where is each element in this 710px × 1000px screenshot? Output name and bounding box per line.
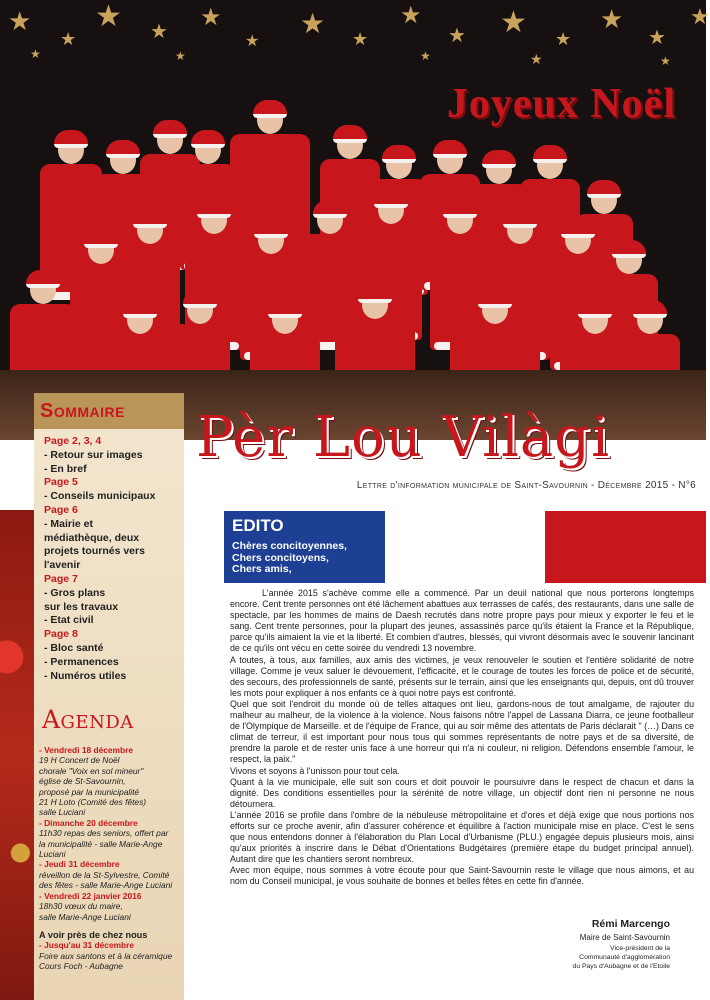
article-paragraph: A toutes, à tous, aux familles, aux amis des victimes, je veux renouveler le soutien et l'entière solidarité de notre village. Comme je veux saluer le dévouement, l'efficacité, et le courage de toutes les forces de police et de sécurité, des secours, des professionnels de santé, présents sur le terrain, ainsi que les enseignants qui, depuis, ont dû trouver les mots pour expliquer à nos enfants ce à quoi notre pays est confronté. <box>230 654 694 698</box>
star-icon: ★ <box>500 6 527 39</box>
star-icon: ★ <box>600 4 624 34</box>
sidebar <box>34 393 184 1000</box>
article-paragraph: L'année 2015 s'achève comme elle a commencé. Par un deuil national que nous porterons longtemps encore. Cent trente personnes ont été lâchement abattues aux terrasses de cafés, des restaurants, dans une salle de spectacle, par les hommes de mains de Daesh recrutés dans notre propre pays pour mieux y exporter le feu et le sang. Cent trente personnes, pour la plupart des jeunes, assassinés parce qu'ils étaient la France et la République, parce qu'ils aimaient la vie et la liberté. Et combien d'autres, blessés, qui vivront désormais avec le souvenir lancinant de ce qu'ils ont vécu en cette soirée du vendredi 13 novembre. <box>230 588 694 654</box>
cover-photo <box>0 0 710 440</box>
agenda-date: - Dimanche 20 décembre <box>39 817 138 828</box>
toc-item: - Numéros utiles <box>44 669 127 682</box>
masthead-tagline: Lettre d'information municipale de Saint-Savournin - Décembre 2015 - N°6 <box>356 480 696 491</box>
toc-page: Page 6 <box>44 503 78 516</box>
agenda-date: - Vendredi 22 janvier 2016 <box>39 890 142 901</box>
agenda-line: réveillon de la St-Sylvestre, Comité <box>39 869 170 880</box>
star-icon: ★ <box>555 29 572 49</box>
edito-article <box>230 588 694 888</box>
star-icon: ★ <box>420 49 431 63</box>
agenda-line: proposé par la municipalité <box>39 786 140 797</box>
toc-item: - Retour sur images <box>44 448 143 461</box>
signature-role: Maire de Saint-Savournin <box>579 933 670 942</box>
toc-page: Page 5 <box>44 476 78 489</box>
toc-item: - Mairie et <box>44 517 94 530</box>
agenda-line: des fêtes - salle Marie-Ange Luciani <box>39 880 173 891</box>
star-icon: ★ <box>150 21 168 43</box>
signature-vice-line: Communauté d'agglomération <box>579 954 670 961</box>
agenda-line: 21 H Loto (Comité des fêtes) <box>39 797 147 808</box>
star-icon: ★ <box>95 0 122 33</box>
toc-item: sur les travaux <box>44 600 119 613</box>
agenda-line: Cours Foch - Aubagne <box>39 961 123 972</box>
agenda-line: 18h30 vœux du maire, <box>39 901 123 912</box>
toc-item: - Conseils municipaux <box>44 490 156 503</box>
toc-page: Page 2, 3, 4 <box>44 435 102 447</box>
star-icon: ★ <box>400 2 422 29</box>
ornament-decoration <box>0 510 34 1000</box>
toc-item: - En bref <box>44 462 87 475</box>
star-icon: ★ <box>530 51 543 67</box>
article-paragraph: Quel que soit l'endroit du monde où de telles attaques ont lieu, gardons-nous de tout amalgame, de rajouter du malheur au malheur, de la violence à la violence. Nous faisons nôtre l'appel de Lassana Diarra, ce jeune footballeur de l'Olympique de Marseille. et de l'équipe de France, qui au soir même des attentats de Paris déclarait " (…) Dans ce climat de terreur, il est important pour nous tous qui sommes représentants de notre pays et de sa diversité, de prendre la parole et de rester unis face à une horreur qui n'a ni couleur, ni religion. Défendons ensemble l'amour, le respect, la paix." <box>230 698 694 765</box>
star-icon: ★ <box>300 8 326 39</box>
toc-page: Page 8 <box>44 628 78 641</box>
table-of-contents <box>44 435 184 683</box>
toc-item: - Bloc santé <box>44 641 104 654</box>
star-icon: ★ <box>30 47 41 61</box>
agenda-line: Foire aux santons et à la céramique <box>39 950 173 961</box>
agenda-date: - Vendredi 18 décembre <box>39 745 134 755</box>
star-icon: ★ <box>648 27 666 49</box>
agenda-list <box>39 745 182 972</box>
toc-item: projets tournés vers <box>44 545 145 558</box>
salutation-line: Chères concitoyennes, <box>232 540 347 552</box>
toc-item: - Permanences <box>44 655 119 668</box>
agenda-line: salle Luciani <box>39 807 86 818</box>
article-paragraph: Avec mon équipe, nous sommes à votre écoute pour que Saint-Savournin reste le village que nous aimons, et au nom du Conseil municipal, je vous souhaite de bonnes et belles fêtes en cette fin d'année. <box>230 865 694 887</box>
toc-item: l'avenir <box>44 559 81 572</box>
greeting-title: Joyeux Noël <box>446 81 676 127</box>
edito-salutations <box>232 541 347 576</box>
star-icon: ★ <box>8 6 32 36</box>
star-icon: ★ <box>200 4 222 31</box>
star-icon: ★ <box>352 29 369 49</box>
article-paragraph: Vivons et soyons à l'unisson pour tout cela. <box>230 765 400 776</box>
sommaire-title: Sommaire <box>34 393 184 429</box>
signature-name: Rémi Marcengo <box>591 918 670 930</box>
signature-vice-line: Vice-président de la <box>610 945 670 952</box>
agenda-line: 19 H Concert de Noël <box>39 755 120 766</box>
agenda-nearby-heading: A voir près de chez nous <box>39 929 148 940</box>
agenda-line: chorale "Voix en sol mineur" <box>39 765 144 776</box>
star-icon: ★ <box>60 29 77 49</box>
edito-title: EDITO <box>232 516 284 535</box>
toc-item: médiathèque, deux <box>44 531 140 544</box>
salutation-line: Chers concitoyens, <box>232 551 329 564</box>
agenda-line: la municipalité - salle Marie-Ange <box>39 838 163 849</box>
article-paragraph: Quant à la vie municipale, elle suit son cours et doit pouvoir le poursuivre dans le respect de chacun et dans la dignité. Des conditions essentielles pour la sérénité de notre village, un objectif dont rien ni personne ne nous détournera. <box>230 776 694 809</box>
article-paragraph: L'année 2016 se profile dans l'ombre de la nébuleuse métropolitaine et d'ores et déjà exige que nous portions nos efforts sur ce proche avenir, afin d'assurer cohérence et équilibre à l'action municipale mise en place. C'est le sens que nous entendons donner à l'élaboration du Plan Local d'Urbanisme (PLU.) engagée depuis plusieurs mois, ainsi qu'aux priorités à inscrire dans le Débat d'Orientations Budgétaires (première étape du budget principal annuel). Autant dire que les chantiers seront nombreux. <box>230 809 694 865</box>
star-icon: ★ <box>448 25 466 47</box>
agenda-title: Agenda <box>42 705 134 734</box>
agenda-line: église de St-Savournin, <box>39 776 126 787</box>
salutation-line: Chers amis, <box>232 563 292 575</box>
agenda-line: Luciani <box>39 849 66 860</box>
signature-vice <box>573 944 670 971</box>
agenda-line: 11h30 repas des seniors, offert par <box>39 828 169 839</box>
masthead-title: Pèr Lou Vilàgi <box>196 405 611 470</box>
signature-vice-line: du Pays d'Aubagne et de l'Etoile <box>572 963 670 970</box>
signature-block <box>573 918 670 971</box>
star-icon: ★ <box>175 49 186 63</box>
agenda-date: - Jeudi 31 décembre <box>39 859 120 870</box>
toc-page: Page 7 <box>44 572 78 585</box>
star-icon: ★ <box>245 33 260 50</box>
star-icon: ★ <box>690 4 710 29</box>
agenda-line: salle Marie-Ange Luciani <box>39 911 131 922</box>
toc-item: - Gros plans <box>44 586 106 599</box>
agenda-date: - Jusqu'au 31 décembre <box>39 940 135 951</box>
star-icon: ★ <box>660 54 671 68</box>
toc-item: - Etat civil <box>44 614 94 627</box>
